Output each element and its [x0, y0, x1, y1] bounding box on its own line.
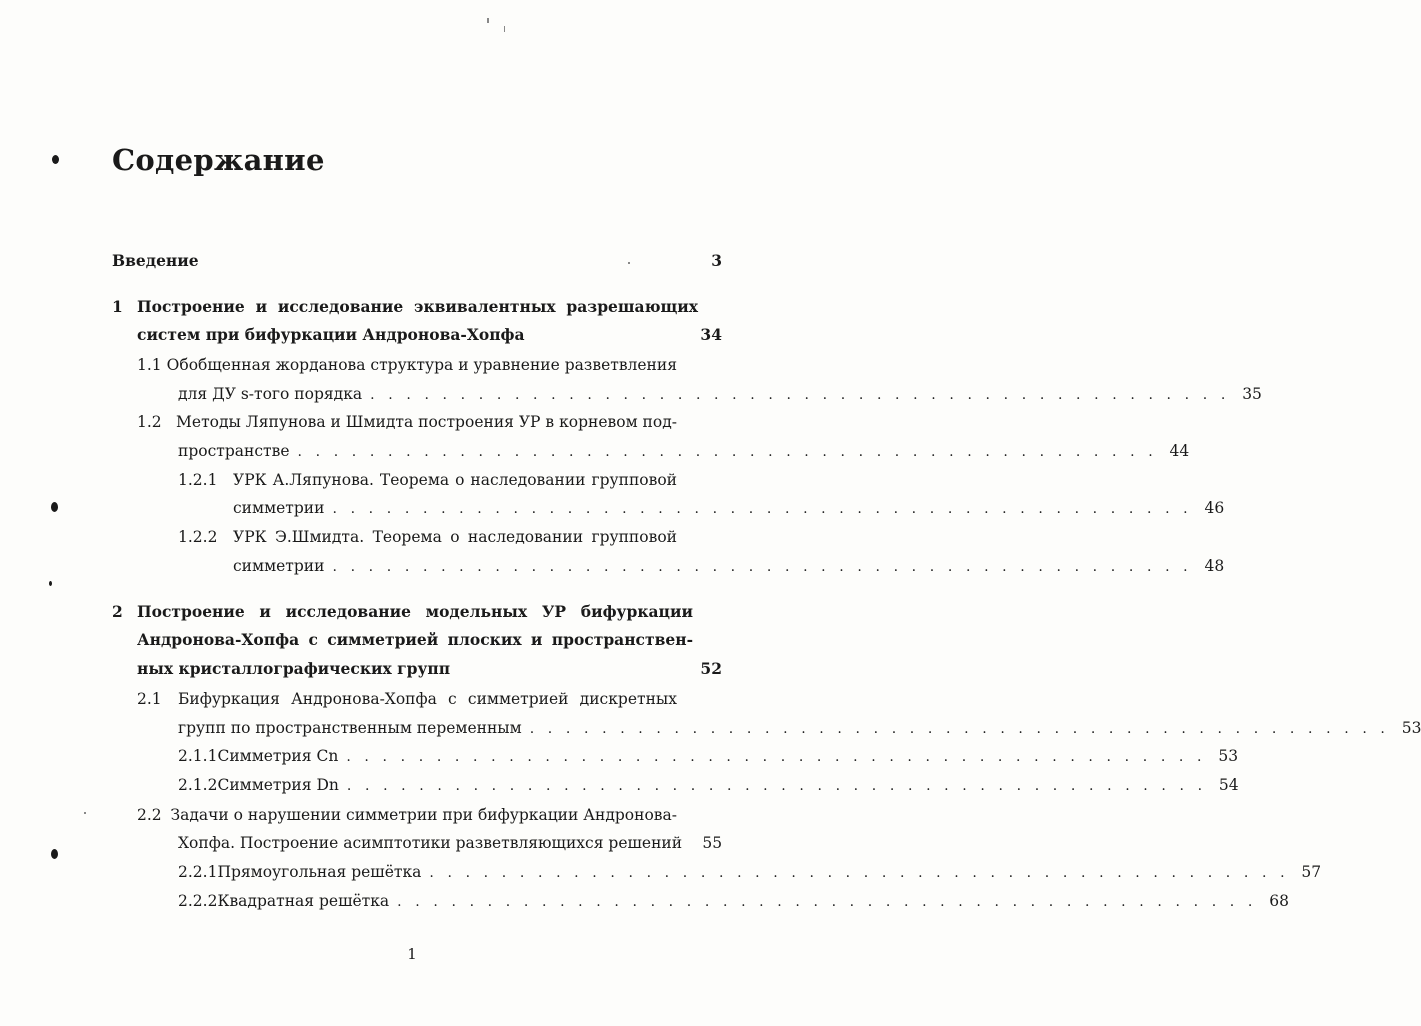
toc-entry-intro[interactable] — [112, 247, 722, 275]
toc-section-2-2[interactable] — [137, 801, 677, 829]
toc-page-number: 35 — [1242, 385, 1262, 403]
toc-leader-dots: . . . . . . . . . . . . . . . . . . . . . . . . . . . . . . . . . . . . . . . . . . . . . . . . — [297, 444, 1158, 460]
toc-subsection-title: УРК Э.Шмидта. Теорема о наследовании групповой — [233, 528, 677, 546]
toc-section-1-2-cont[interactable] — [178, 437, 1190, 465]
toc-chapter-title: систем при бифуркации Андронова-Хопфа — [137, 325, 525, 344]
toc-section-1-1-cont[interactable] — [178, 380, 1262, 408]
toc-chapter-2[interactable] — [112, 598, 693, 626]
toc-subsection-1-2-2-cont[interactable] — [233, 552, 1225, 580]
toc-section-title: групп по пространственным переменным — [178, 719, 522, 737]
toc-page-number: 68 — [1269, 892, 1289, 910]
toc-leader-dots: . . . . . . . . . . . . . . . . . . . . . . . . . . . . . . . . . . . . . . . . . . . . . . . . — [397, 894, 1257, 910]
toc-chapter-title: Построение и исследование эквивалентных разрешающих — [137, 297, 698, 316]
toc-section-title: Хопфа. Построение асимптотики разветвляющихся решений — [178, 834, 683, 852]
toc-chapter-1-cont[interactable] — [137, 321, 722, 349]
toc-chapter-2-cont[interactable] — [137, 626, 693, 654]
toc-section-2-2-cont[interactable] — [178, 829, 722, 857]
toc-subsection-2-1-1[interactable] — [178, 742, 1239, 770]
toc-section-number: 1.1 — [137, 356, 162, 374]
toc-entry-label: Введение — [112, 251, 199, 270]
toc-subsection-number: 1.2.2 — [178, 528, 218, 546]
margin-hole-mark — [51, 849, 58, 859]
toc-leader-dots: . . . . . . . . . . . . . . . . . . . . . . . . . . . . . . . . . . . . . . . . . . . . . . . . — [429, 865, 1290, 881]
toc-section-2-1-cont[interactable] — [178, 714, 1421, 742]
toc-chapter-number: 1 — [112, 297, 123, 316]
toc-subsection-title: УРК А.Ляпунова. Теорема о наследовании групповой — [233, 471, 677, 489]
margin-hole-mark — [49, 581, 52, 586]
toc-page-number: 53 — [1218, 747, 1239, 765]
toc-page-number: 44 — [1169, 442, 1190, 460]
toc-section-title: Задачи о нарушении симметрии при бифуркации Андронова- — [170, 806, 677, 824]
toc-page-number: 57 — [1301, 863, 1322, 881]
toc-section-title: Обобщенная жорданова структура и уравнение разветвления — [166, 356, 677, 374]
toc-section-title: Методы Ляпунова и Шмидта построения УР в корневом под- — [176, 413, 677, 431]
toc-subsection-1-2-2[interactable] — [178, 523, 677, 551]
toc-chapter-title: ных кристаллографических групп — [137, 659, 451, 678]
toc-section-2-1[interactable] — [137, 685, 677, 713]
toc-section-title: Бифуркация Андронова-Хопфа с симметрией дискретных — [178, 690, 677, 708]
scan-speck — [504, 26, 505, 32]
toc-subsection-title: Прямоугольная решётка — [217, 863, 422, 881]
toc-subsection-number: 2.2.2 — [178, 892, 218, 910]
toc-page-number: 46 — [1204, 499, 1225, 517]
toc-leader-dots: . . . . . . . . . . . . . . . . . . . . . . . . . . . . . . . . . . . . . . . . . . . . . . . . — [332, 501, 1193, 517]
toc-leader-dots: . . . . . . . . . . . . . . . . . . . . . . . . . . . . . . . . . . . . . . . . . . . . . . . . — [370, 387, 1230, 403]
toc-subsection-title: симметрии — [233, 499, 325, 517]
toc-page-number: 55 — [702, 834, 723, 852]
toc-page-number: 34 — [700, 325, 722, 344]
toc-subsection-number: 2.2.1 — [178, 863, 218, 881]
toc-leader-dots: . . . . . . . . . . . . . . . . . . . . . . . . . . . . . . . . . . . . . . . . . . . . . . . . — [332, 559, 1193, 575]
toc-section-title: пространстве — [178, 442, 290, 460]
toc-subsection-title: Симметрия Dn — [217, 776, 339, 794]
toc-subsection-title: Симметрия Cn — [217, 747, 339, 765]
toc-section-title: для ДУ s-того порядка — [178, 385, 363, 403]
toc-leader-dots: . . . . . . . . . . . . . . . . . . . . . . . . . . . . . . . . . . . . . . . . . . . . . . . . — [529, 721, 1390, 737]
toc-section-number: 1.2 — [137, 413, 162, 431]
toc-section-number: 2.1 — [137, 690, 162, 708]
page-title: Содержание — [112, 143, 325, 177]
toc-subsection-2-2-1[interactable] — [178, 858, 1322, 886]
scan-speck — [84, 812, 86, 814]
toc-leader-dots: . . . . . . . . . . . . . . . . . . . . . . . . . . . . . . . . . . . . . . . . . . . . . . . . — [346, 749, 1207, 765]
toc-subsection-2-2-2[interactable] — [178, 887, 1289, 915]
toc-subsection-number: 2.1.2 — [178, 776, 218, 794]
toc-page-number: 52 — [700, 659, 722, 678]
toc-page-number: 3 — [711, 251, 722, 270]
toc-page-number: 54 — [1218, 776, 1239, 794]
toc-subsection-title: симметрии — [233, 557, 325, 575]
toc-section-1-1[interactable] — [137, 351, 677, 379]
toc-section-1-2[interactable] — [137, 408, 677, 436]
toc-chapter-1[interactable] — [112, 293, 698, 321]
margin-hole-mark — [52, 155, 59, 164]
toc-section-number: 2.2 — [137, 806, 162, 824]
toc-chapter-title: Построение и исследование модельных УР бифуркации — [137, 602, 693, 621]
toc-chapter-number: 2 — [112, 602, 123, 621]
toc-leader-dots: . . . . . . . . . . . . . . . . . . . . . . . . . . . . . . . . . . . . . . . . . . . . . . . . — [346, 778, 1207, 794]
toc-subsection-1-2-1[interactable] — [178, 466, 677, 494]
margin-hole-mark — [51, 502, 58, 512]
toc-subsection-1-2-1-cont[interactable] — [233, 494, 1225, 522]
toc-chapter-title: Андронова-Хопфа с симметрией плоских и пространствен- — [137, 630, 693, 649]
scan-speck — [487, 18, 489, 23]
page-number: 1 — [407, 945, 417, 963]
toc-subsection-number: 1.2.1 — [178, 471, 218, 489]
toc-page-number: 48 — [1204, 557, 1225, 575]
toc-subsection-title: Квадратная решётка — [217, 892, 390, 910]
toc-chapter-2-cont[interactable] — [137, 655, 722, 683]
toc-subsection-number: 2.1.1 — [178, 747, 218, 765]
toc-page-number: 53 — [1401, 719, 1421, 737]
toc-subsection-2-1-2[interactable] — [178, 771, 1239, 799]
